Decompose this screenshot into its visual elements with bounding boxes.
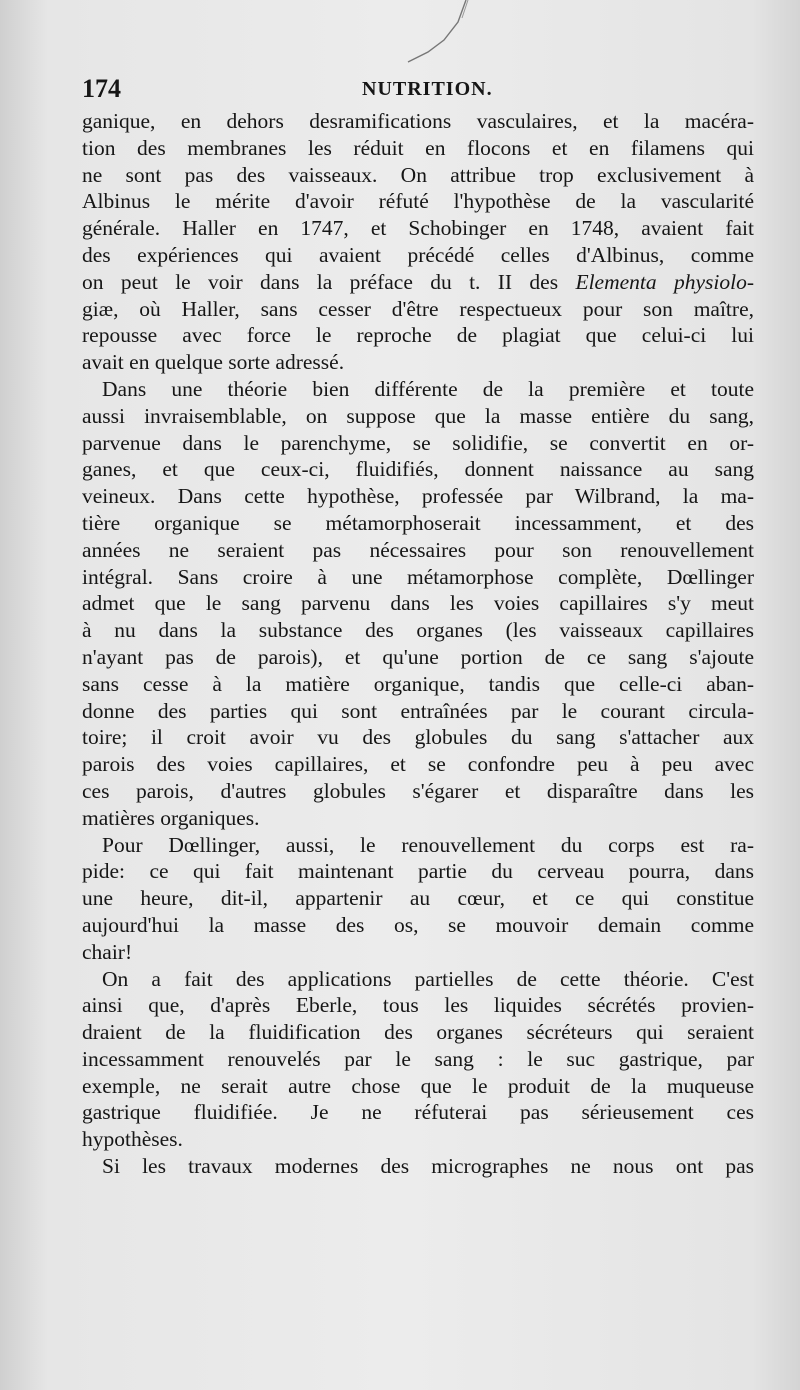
text-line: avait en quelque sorte adressé. [82,350,345,375]
text-line: hypothèses. [82,1127,183,1152]
text-line: incessamment renouvelés par le sang : le suc gastrique, par [82,1046,754,1071]
text-line: générale. Haller en 1747, et Schobinger en 1748, avaient fait [82,216,754,241]
text-line: tière organique se métamorphoserait incessamment, et des [82,510,754,535]
text-line: aujourd'hui la masse des os, se mouvoir demain comme [82,912,754,937]
page-number: 174 [82,74,121,103]
text-line: toire; il croit avoir vu des globules du sang s'attacher aux [82,725,754,750]
italic-title: Elementa physiolo- [575,269,754,294]
text-line: Albinus le mérite d'avoir réfuté l'hypothèse de la vascularité [82,189,754,214]
text-line: parois des voies capillaires, et se confondre peu à peu avec [82,752,754,777]
text-line: une heure, dit-il, appartenir au cœur, et ce qui constitue [82,886,754,911]
text-line: gastrique fluidifiée. Je ne réfuterai pas sérieusement ces [82,1100,754,1125]
text-line: donne des parties qui sont entraînées par le courant circula- [82,698,754,723]
paper-tear-mark [378,0,498,70]
text-line: Dans une théorie bien différente de la première et toute [102,376,754,401]
text-line: admet que le sang parvenu dans les voies capillaires s'y meut [82,591,754,616]
text-line: ces parois, d'autres globules s'égarer et disparaître dans les [82,778,754,803]
text-line: matières organiques. [82,805,260,830]
text-line: ne sont pas des vaisseaux. On attribue trop exclusivement à [82,162,754,187]
text-line: repousse avec force le reproche de plagiat que celui-ci lui [82,323,754,348]
text-line: giæ, où Haller, sans cesser d'être respectueux pour son maître, [82,296,754,321]
text-line-with-italic [82,269,754,296]
text-line: On a fait des applications partielles de cette théorie. C'est [102,966,754,991]
text-line: parvenue dans le parenchyme, se solidifie, se convertit en or- [82,430,754,455]
text-line: ainsi que, d'après Eberle, tous les liquides sécrétés provien- [82,993,754,1018]
text-line: tion des membranes les réduit en flocons et en filamens qui [82,135,754,160]
text-line: années ne seraient pas nécessaires pour son renouvellement [82,537,754,562]
text-line: ganes, et que ceux-ci, fluidifiés, donnent naissance au sang [82,457,754,482]
text-line: aussi invraisemblable, on suppose que la masse entière du sang, [82,403,754,428]
text-line: intégral. Sans croire à une métamorphose complète, Dœllinger [82,564,754,589]
text-line: exemple, ne serait autre chose que le produit de la muqueuse [82,1073,754,1098]
text-line: veineux. Dans cette hypothèse, professée par Wilbrand, la ma- [82,484,754,509]
text-line: n'ayant pas de parois), et qu'une portion de ce sang s'ajoute [82,644,754,669]
running-title: NUTRITION. [362,78,493,100]
text-segment: on peut le voir dans la préface du t. II des [82,269,559,294]
text-line: pide: ce qui fait maintenant partie du cerveau pourra, dans [82,859,754,884]
text-line: Si les travaux modernes des micrographes ne nous ont pas [102,1154,754,1179]
text-line: sans cesse à la matière organique, tandis que celle-ci aban- [82,671,754,696]
text-line: des expériences qui avaient précédé celles d'Albinus, comme [82,242,754,267]
text-line: draient de la fluidification des organes sécréteurs qui seraient [82,1020,754,1045]
text-line: ganique, en dehors desramifications vasculaires, et la macéra- [82,109,754,133]
text-line: Pour Dœllinger, aussi, le renouvellement du corps est ra- [102,832,754,857]
text-line: à nu dans la substance des organes (les vaisseaux capillaires [82,618,754,643]
body-text [82,108,754,1180]
text-line: chair! [82,939,133,964]
page-header [82,74,752,108]
